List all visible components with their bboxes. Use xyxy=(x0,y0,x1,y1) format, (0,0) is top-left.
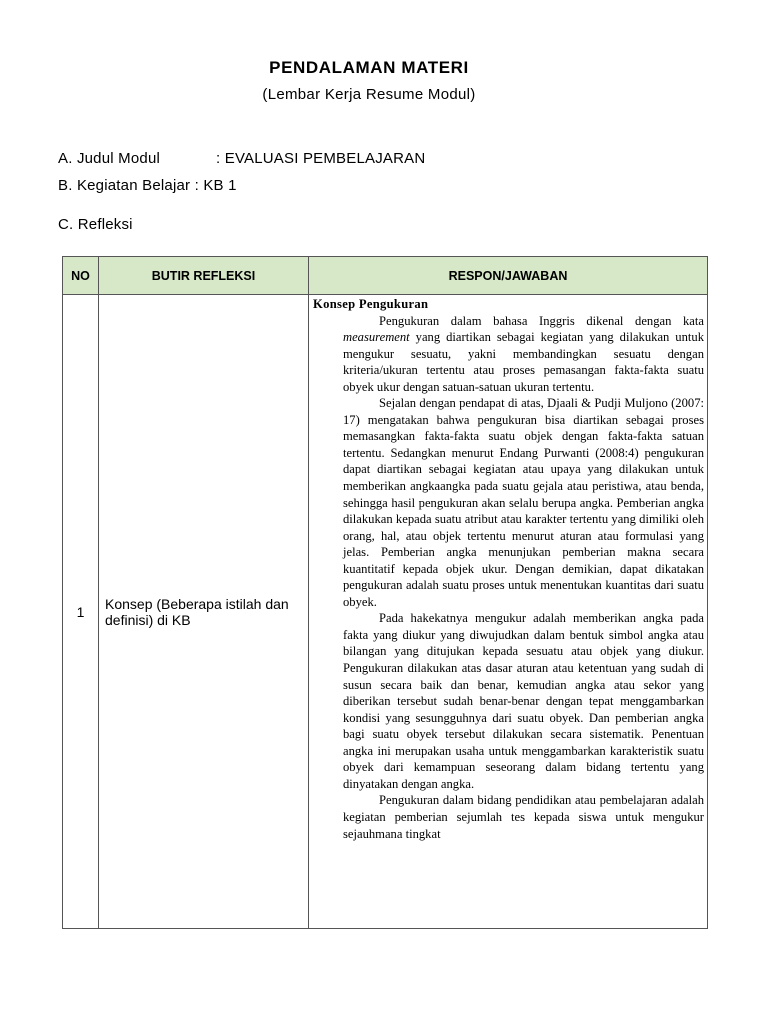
respon-paragraph-4: Pengukuran dalam bidang pendidikan atau pembelajaran adalah kegiatan pemberian sejumlah tes kepada siswa untuk mengukur sejauhmana tingkat xyxy=(343,793,704,841)
respon-paragraph-1: Pengukuran dalam bahasa Inggris dikenal dengan kata measurement yang diartikan sebagai kegiatan yang dilakukan untuk mengukur sesuatu, yakni membandingkan sesuatu dengan kriteria/ukuran tertentu atau proses pemasangan fakta-fakta suatu obyek ukur dengan satuan-satuan ukuran tertentu. xyxy=(343,313,704,394)
judul-modul-line xyxy=(58,150,425,167)
row-butir-refleksi: Konsep (Beberapa istilah dan definisi) di KB xyxy=(99,295,309,929)
row-respon-jawaban xyxy=(309,295,708,929)
judul-modul-label: A. Judul Modul xyxy=(58,150,161,167)
judul-modul-value: : EVALUASI PEMBELAJARAN xyxy=(216,150,426,167)
measurement-term: measurement xyxy=(343,330,410,345)
header-respon-jawaban: RESPON/JAWABAN xyxy=(309,257,708,295)
table-header-row xyxy=(63,257,708,295)
header-no: NO xyxy=(63,257,99,295)
respon-paragraph-3: Pada hakekatnya mengukur adalah memberikan angka pada fakta yang diukur yang diwujudkan dalam bentuk simbol angka atau bilangan yang ditujukan kepada sesuatu atau objek yang diukur. Pengukuran dilakukan atas dasar aturan atau ketentuan yang sudah di susun secara baik dan benar, kemudian angka atau sekor yang diberikan tersebut sudah benar-benar dengan tepat menggambarkan kondisi yang sesungguhnya dari suatu obyek. Dan pemberian angka bagi suatu obyek tersebut dilakukan secara sistematik. Penentuan angka ini merupakan usaha untuk menggambarkan karakteristik suatu obyek dari kemampuan seseorang dalam bidang tertentu yang dinyatakan dengan angka. xyxy=(343,611,704,791)
refleksi-table xyxy=(62,256,708,929)
page-title: PENDALAMAN MATERI xyxy=(269,58,469,77)
header-butir-refleksi: BUTIR REFLEKSI xyxy=(99,257,309,295)
respon-paragraph-2: Sejalan dengan pendapat di atas, Djaali & Pudji Muljono (2007: 17) mengatakan bahwa pengukuran bisa diartikan sebagai proses memasangkan fakta-fakta suatu objek dengan fakta-fakta satuan tertentu. Sedangkan menurut Endang Purwanti (2008:4) pengukuran dapat diartikan sebagai kegiatan atau upaya yang dilakukan untuk memberikan angkaangka pada suatu gejala atau peristiwa, atau benda, sehingga hasil pengukuran akan selalu berupa angka. Pemberian angka dilakukan kepada suatu atribut atau karakter tertentu yang dimiliki oleh orang, hal, atau objek tertentu menurut aturan atau formulasi yang jelas. Pemberian angka menunjukan pemberian makna secara kuantitatif kepada objek ukur. Dengan demikian, dapat dikatakan pengukuran adalah suatu proses untuk menentukan kuantitas dari suatu obyek. xyxy=(343,396,704,609)
refleksi-label: C. Refleksi xyxy=(58,216,133,233)
page-subtitle: (Lembar Kerja Resume Modul) xyxy=(262,86,476,103)
table-row xyxy=(63,295,708,929)
kegiatan-belajar-line xyxy=(58,177,237,194)
row-number: 1 xyxy=(63,295,99,929)
respon-heading: Konsep Pengukuran xyxy=(313,297,429,311)
kegiatan-belajar-value: : KB 1 xyxy=(194,177,237,194)
kegiatan-belajar-label: B. Kegiatan Belajar xyxy=(58,177,191,194)
